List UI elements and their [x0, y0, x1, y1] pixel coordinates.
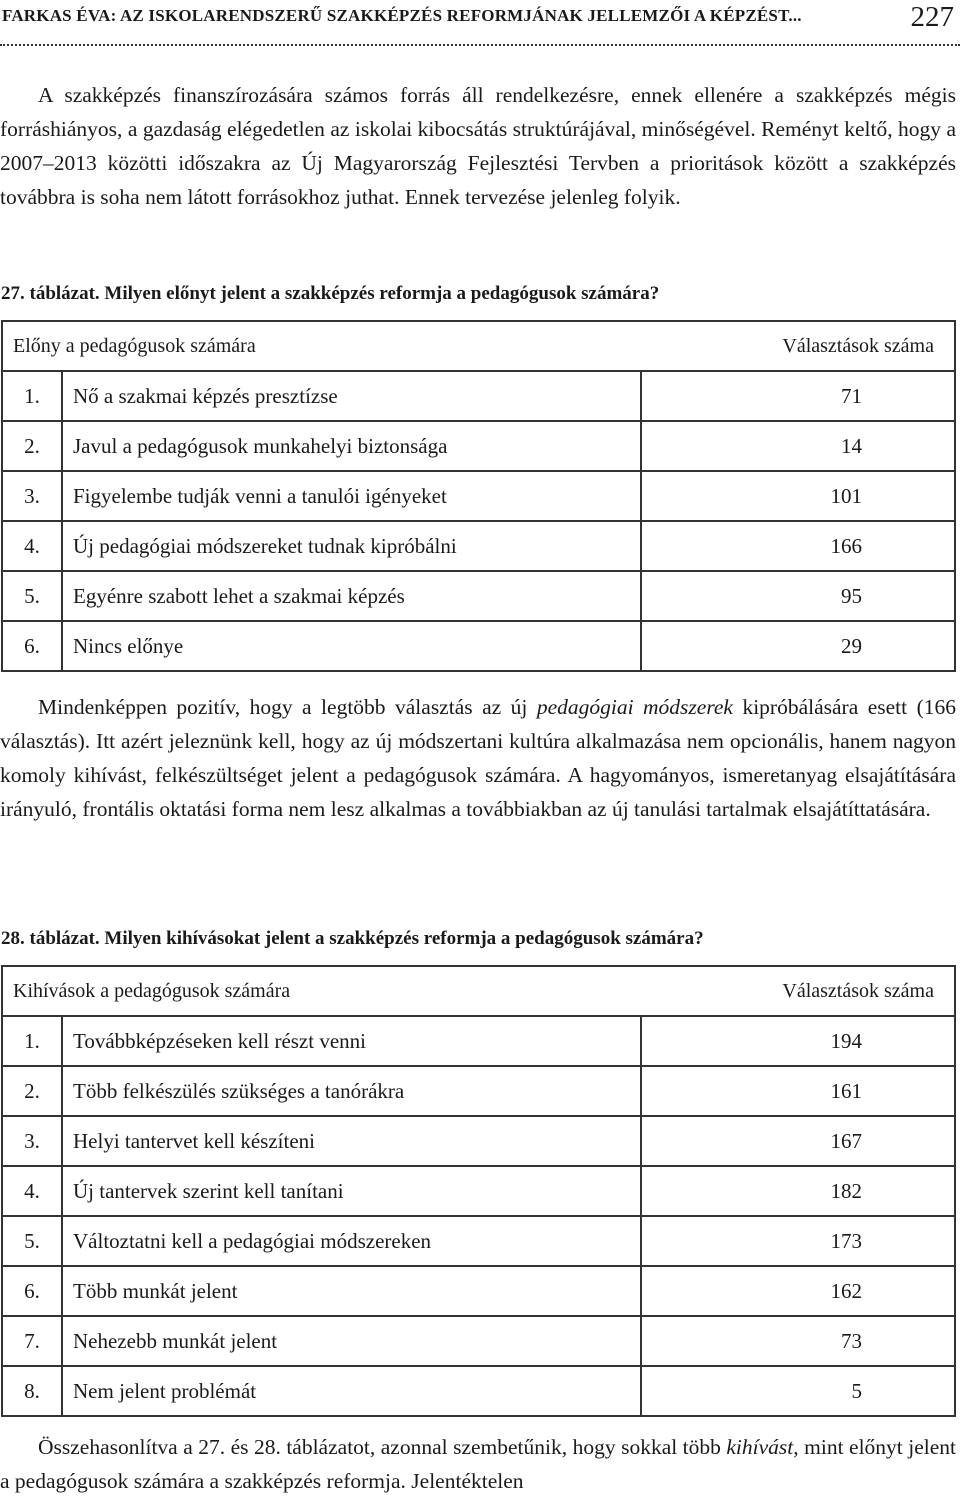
row-number: 5.	[2, 571, 62, 621]
table-28-caption: 28. táblázat. Milyen kihívásokat jelent a szakképzés reformja a pedagógusok számára?	[1, 928, 704, 949]
row-number: 4.	[2, 1166, 62, 1216]
table-row	[2, 1066, 955, 1116]
table-row	[2, 421, 955, 471]
row-label: Helyi tantervet kell készíteni	[62, 1116, 641, 1166]
table-row	[2, 1316, 955, 1366]
row-number: 3.	[2, 471, 62, 521]
table-27	[1, 320, 956, 672]
row-value: 101	[641, 471, 955, 521]
paragraph-text: A szakképzés finanszírozására számos forrás áll rendelkezésre, ennek ellenére a szakképzés mégis forráshiányos, a gazdaság elégedetlen az iskolai kibocsátás struktúrájával, minőségével. Reményt keltő, hogy a 2007–2013 közötti időszakra az Új Magyarország Fejlesztési Tervben a prioritások között a szakképzés továbbra is soha nem látott forrásokhoz juthat. Ennek tervezése jelenleg folyik.	[0, 83, 956, 209]
row-label: Nehezebb munkát jelent	[62, 1316, 641, 1366]
table-row	[2, 1216, 955, 1266]
row-value: 173	[641, 1216, 955, 1266]
table-header-row	[2, 321, 955, 371]
row-label: Egyénre szabott lehet a szakmai képzés	[62, 571, 641, 621]
row-value: 5	[851, 1378, 862, 1403]
row-number: 3.	[2, 1116, 62, 1166]
row-number: 6.	[2, 1266, 62, 1316]
row-label: Nő a szakmai képzés presztízse	[62, 371, 641, 421]
column-header-challenge: Kihívások a pedagógusok számára	[2, 966, 641, 1016]
table-row	[2, 1266, 955, 1316]
row-value: 29	[841, 633, 862, 658]
table-28	[1, 965, 956, 1417]
row-value: 182	[641, 1166, 955, 1216]
row-label: Nincs előnye	[62, 621, 641, 671]
column-header-count: Választások száma	[641, 321, 955, 371]
row-number: 1.	[2, 1016, 62, 1066]
row-value: 167	[641, 1116, 955, 1166]
table-header-row	[2, 966, 955, 1016]
running-header	[0, 0, 960, 46]
table-row	[2, 471, 955, 521]
row-label: Továbbképzéseken kell részt venni	[62, 1016, 641, 1066]
page-number: 227	[910, 1, 954, 33]
table-row	[2, 1016, 955, 1066]
row-number: 1.	[2, 371, 62, 421]
row-value: 73	[641, 1316, 955, 1366]
emphasis: kihívást	[726, 1435, 794, 1459]
row-value: 162	[641, 1266, 955, 1316]
column-header-count: Választások száma	[641, 966, 955, 1016]
row-value: 166	[641, 521, 955, 571]
text-segment: Mindenképpen pozitív, hogy a legtöbb választás az új	[38, 695, 537, 719]
text-segment: Összehasonlítva a 27. és 28. táblázatot, azonnal szembetűnik, hogy sokkal több	[38, 1435, 727, 1459]
row-label: Több felkészülés szükséges a tanórákra	[62, 1066, 641, 1116]
row-label: Nem jelent problémát	[62, 1366, 641, 1416]
row-number: 2.	[2, 1066, 62, 1116]
table-row	[2, 371, 955, 421]
table-27-caption: 27. táblázat. Milyen előnyt jelent a szakképzés reformja a pedagógusok számára?	[1, 283, 660, 304]
table-row	[2, 521, 955, 571]
row-value: 161	[641, 1066, 955, 1116]
text-segment: , mint előnyt jelent a pedagógusok számára a szakképzés reformja. Jelentéktelen	[0, 1435, 956, 1493]
row-value: 95	[641, 571, 955, 621]
table-row	[2, 1116, 955, 1166]
row-label: Több munkát jelent	[62, 1266, 641, 1316]
table-row	[2, 621, 955, 671]
row-number: 6.	[2, 621, 62, 671]
table-row	[2, 1366, 955, 1416]
row-label: Új pedagógiai módszereket tudnak kipróbálni	[62, 521, 641, 571]
row-number: 5.	[2, 1216, 62, 1266]
row-number: 8.	[2, 1366, 62, 1416]
table-row	[2, 571, 955, 621]
row-label: Változtatni kell a pedagógiai módszereken	[62, 1216, 641, 1266]
row-label: Javul a pedagógusok munkahelyi biztonsága	[62, 421, 641, 471]
row-number: 7.	[2, 1316, 62, 1366]
running-title: FARKAS ÉVA: AZ ISKOLARENDSZERŰ SZAKKÉPZÉS REFORMJÁNAK JELLEMZŐI A KÉPZÉST...	[2, 6, 802, 25]
row-number: 4.	[2, 521, 62, 571]
row-label: Figyelembe tudják venni a tanulói igényeket	[62, 471, 641, 521]
row-value: 71	[641, 371, 955, 421]
paragraph-methods	[0, 690, 956, 826]
column-header-advantage: Előny a pedagógusok számára	[2, 321, 641, 371]
row-number: 2.	[2, 421, 62, 471]
row-value: 194	[641, 1016, 955, 1066]
paragraph-financing	[0, 78, 956, 214]
row-value: 14	[641, 421, 955, 471]
paragraph-comparison	[0, 1430, 956, 1498]
row-label: Új tantervek szerint kell tanítani	[62, 1166, 641, 1216]
table-row	[2, 1166, 955, 1216]
text-segment: kipróbálására esett (166 választás). Itt azért jeleznünk kell, hogy az új módszertani kultúra alkalmazása nem opcionális, hanem nagyon komoly kihívást, felkészültséget jelent a pedagógusok számára. A hagyományos, ismeretanyag elsajátítására irányuló, frontális oktatási forma nem lesz alkalmas a továbbiakban az új tanulási tartalmak elsajátíttatására.	[0, 695, 956, 821]
emphasis: pedagógiai módszerek	[536, 695, 733, 719]
